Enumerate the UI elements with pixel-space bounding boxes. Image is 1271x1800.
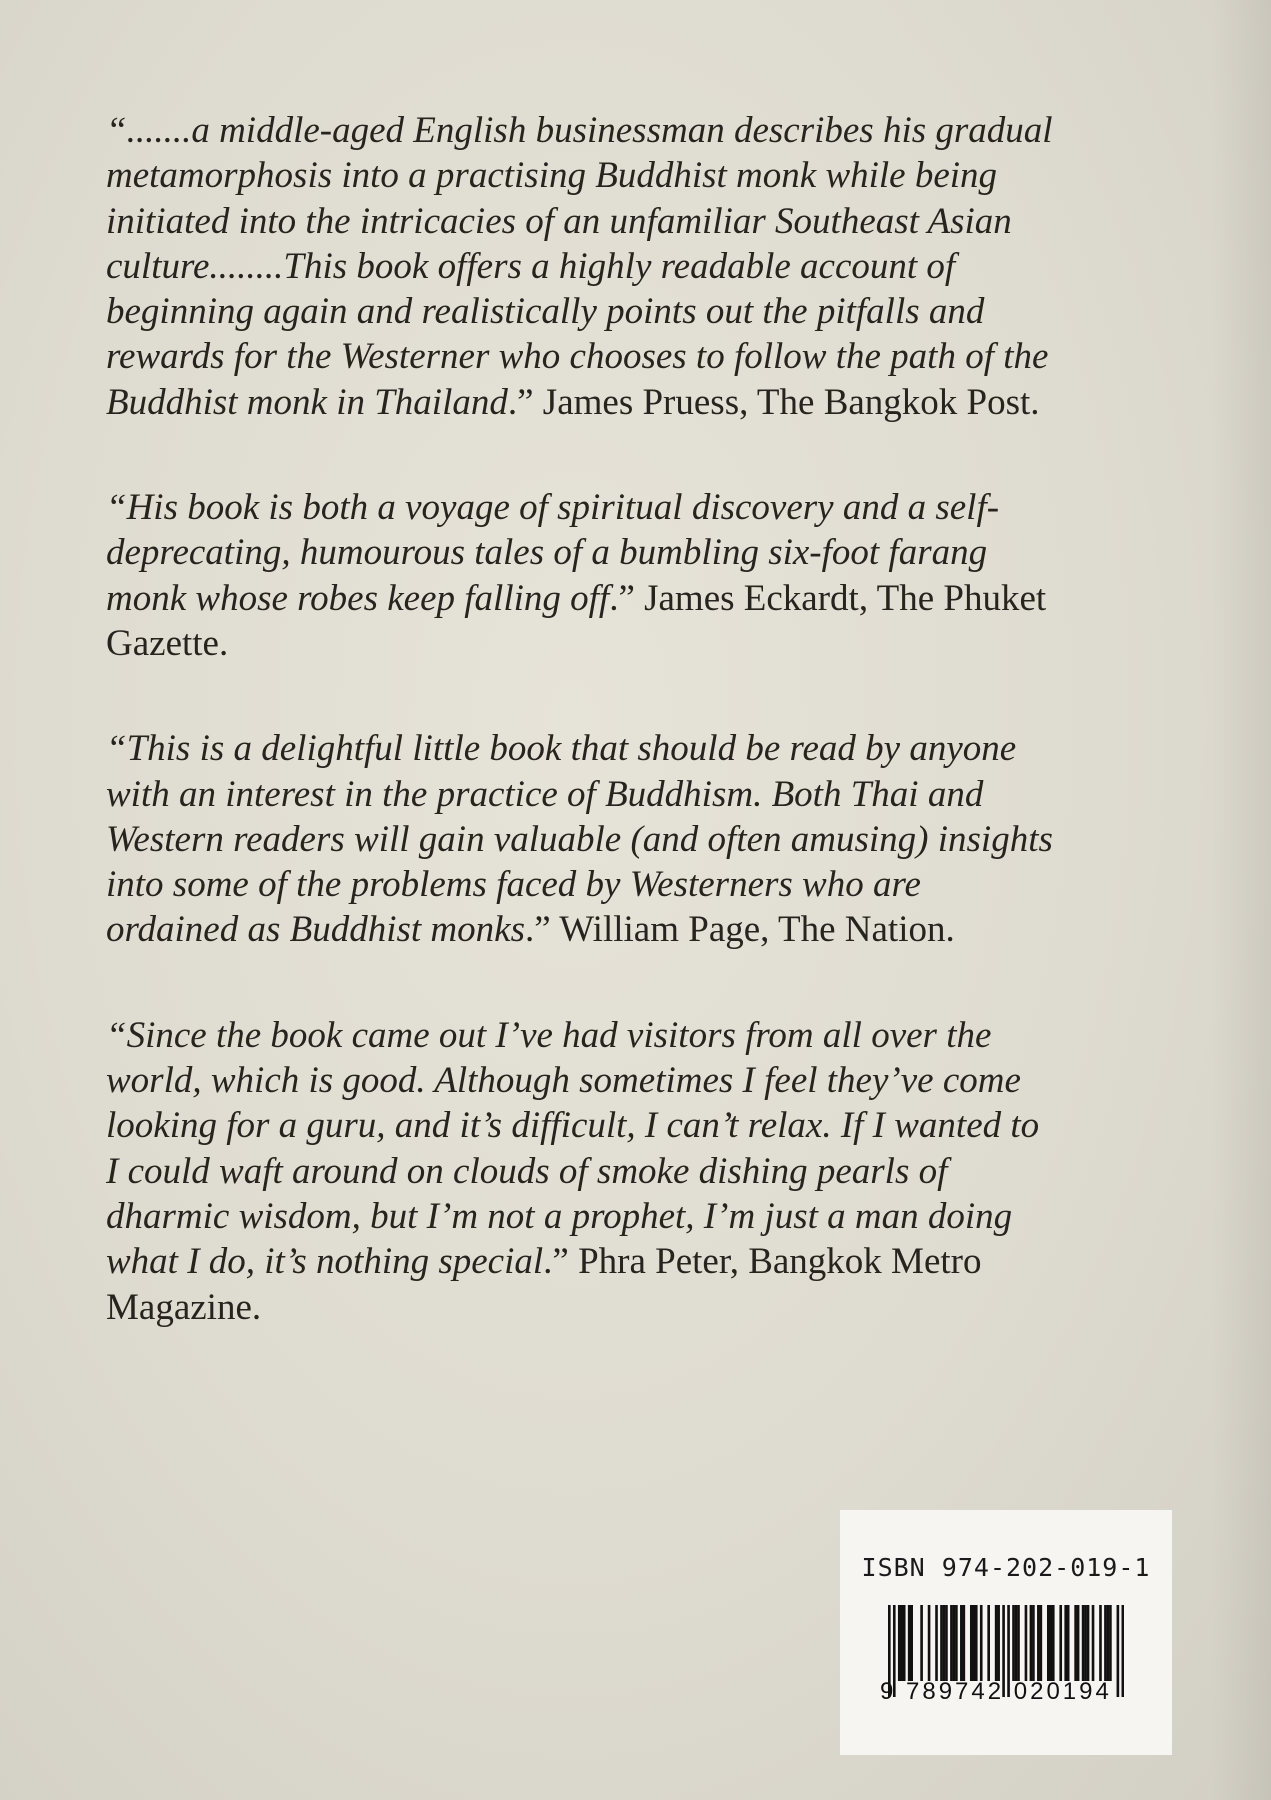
barcode-bar [950, 1605, 953, 1681]
quote-line [106, 334, 1106, 379]
barcode-bar [1015, 1605, 1018, 1681]
quote-attribution: Gazette. [106, 622, 229, 664]
quote-line [106, 1103, 1106, 1148]
barcode-bar [1084, 1605, 1087, 1681]
barcode-bar [1092, 1605, 1095, 1681]
quote-line [106, 1013, 1106, 1058]
barcode-bar [1047, 1605, 1050, 1681]
barcode-bar [970, 1605, 973, 1681]
review-quote [106, 485, 1106, 666]
quote-attribution: .” William Page, The Nation. [524, 909, 955, 951]
barcode-bar [940, 1605, 943, 1681]
quote-text: what I do, it’s nothing special [106, 1241, 544, 1283]
barcode-bar [945, 1605, 948, 1681]
barcode-bar [987, 1605, 990, 1681]
quote-text: dharmic wisdom, but I’m not a prophet, I’m just a man doing [106, 1195, 1013, 1237]
quote-text: I could waft around on clouds of smoke dishing pearls of [106, 1150, 948, 1192]
barcode-digits: 789742 020194 [906, 1678, 1112, 1705]
quote-line [106, 153, 1106, 198]
quote-text: initiated into the intricacies of an unfamiliar Southeast Asian [106, 200, 1012, 242]
quote-line [106, 1285, 1106, 1330]
quote-attribution: .” James Pruess, The Bangkok Post. [507, 381, 1040, 423]
page-edge-shading [1211, 0, 1271, 1800]
review-quotes [106, 108, 1106, 1390]
quote-attribution: .” Phra Peter, Bangkok Metro [543, 1241, 982, 1283]
barcode-bar [1037, 1605, 1040, 1681]
quote-line [106, 380, 1106, 425]
barcode-bar [898, 1605, 901, 1681]
quote-text: deprecating, humourous tales of a bumbling six-foot farang [106, 532, 988, 574]
isbn-number: ISBN 974-202-019-1 [861, 1553, 1151, 1582]
quote-line [106, 862, 1106, 907]
barcode-bar [1017, 1605, 1020, 1681]
barcode-bar [972, 1605, 975, 1681]
quote-line [106, 1058, 1106, 1103]
quote-line [106, 1149, 1106, 1194]
barcode-bar [1104, 1605, 1107, 1681]
quote-text: world, which is good. Although sometimes I feel they’ve come [106, 1060, 1021, 1102]
review-quote [106, 1013, 1106, 1330]
barcode-bar [1052, 1605, 1055, 1681]
barcode-bar [1040, 1605, 1043, 1681]
barcode-bar [893, 1605, 896, 1697]
quote-line [106, 289, 1106, 334]
quote-attribution: Magazine. [106, 1286, 262, 1328]
review-quote [106, 108, 1106, 425]
quote-text: “This is a delightful little book that should be read by anyone [106, 728, 1017, 770]
barcode-bar [995, 1605, 998, 1681]
quote-line [106, 108, 1106, 153]
review-quote [106, 726, 1106, 952]
barcode-bar [1032, 1605, 1035, 1681]
quote-line [106, 530, 1106, 575]
quote-attribution: .” James Eckardt, The Phuket [609, 577, 1047, 619]
barcode-bar [1049, 1605, 1052, 1681]
quote-text: culture........This book offers a highly readable account of [106, 245, 956, 287]
quote-text: “.......a middle-aged English businessman describes his gradual [106, 110, 1053, 151]
barcode-bar [920, 1605, 923, 1681]
barcode-bar [903, 1605, 906, 1681]
barcode-bar [953, 1605, 956, 1681]
quote-line [106, 485, 1106, 530]
barcode-first-digit: 9 [880, 1678, 894, 1705]
quote-line [106, 199, 1106, 244]
barcode-bar [960, 1605, 963, 1681]
quote-text: rewards for the Westerner who chooses to follow the path of the [106, 336, 1049, 378]
barcode-bar [1012, 1605, 1015, 1681]
barcode-bar [997, 1605, 1000, 1681]
barcode-bar [928, 1605, 931, 1681]
quote-text: metamorphosis into a practising Buddhist monk while being [106, 155, 998, 197]
quote-line [106, 726, 1106, 771]
barcode-bar [1074, 1605, 1077, 1681]
barcode-bar [1082, 1605, 1085, 1681]
barcode-bar [910, 1605, 913, 1681]
barcode-bar [1087, 1605, 1090, 1681]
barcode-bar [935, 1605, 938, 1681]
quote-text: ordained as Buddhist monks [106, 909, 525, 951]
quote-text: beginning again and realistically points out the pitfalls and [106, 291, 985, 333]
barcode-bar [943, 1605, 946, 1681]
quote-line [106, 1239, 1106, 1284]
barcode-bar [955, 1605, 958, 1681]
barcode-bar [975, 1605, 978, 1681]
barcode-bar [1109, 1605, 1112, 1681]
quote-line [106, 1194, 1106, 1239]
barcode-bar [1064, 1605, 1067, 1681]
barcode-bar [900, 1605, 903, 1681]
quote-text: into some of the problems faced by Westerners who are [106, 864, 921, 906]
barcode-bar [1099, 1605, 1102, 1681]
barcode-bar [908, 1605, 911, 1681]
barcode-bar [1067, 1605, 1070, 1681]
barcode-bar [980, 1605, 983, 1681]
barcode-bar [963, 1605, 966, 1681]
quote-text: “Since the book came out I’ve had visitors from all over the [106, 1014, 992, 1056]
barcode-bar [1030, 1605, 1033, 1681]
quote-line [106, 817, 1106, 862]
quote-text: Buddhist monk in Thailand [106, 381, 508, 423]
quote-text: with an interest in the practice of Buddhism. Both Thai and [106, 773, 984, 815]
barcode-bar [1059, 1605, 1062, 1681]
quote-text: looking for a guru, and it’s difficult, I can’t relax. If I wanted to [106, 1105, 1040, 1147]
barcode-bar [1107, 1605, 1110, 1681]
quote-line [106, 621, 1106, 666]
quote-line [106, 907, 1106, 952]
quote-line [106, 772, 1106, 817]
barcode-bar [1077, 1605, 1080, 1681]
quote-text: “His book is both a voyage of spiritual discovery and a self- [106, 487, 1000, 529]
quote-line [106, 576, 1106, 621]
barcode-label [840, 1510, 1172, 1755]
quote-line [106, 244, 1106, 289]
quote-text: monk whose robes keep falling off [106, 577, 610, 619]
quote-text: Western readers will gain valuable (and often amusing) insights [106, 818, 1053, 860]
barcode-bar [1025, 1605, 1028, 1681]
